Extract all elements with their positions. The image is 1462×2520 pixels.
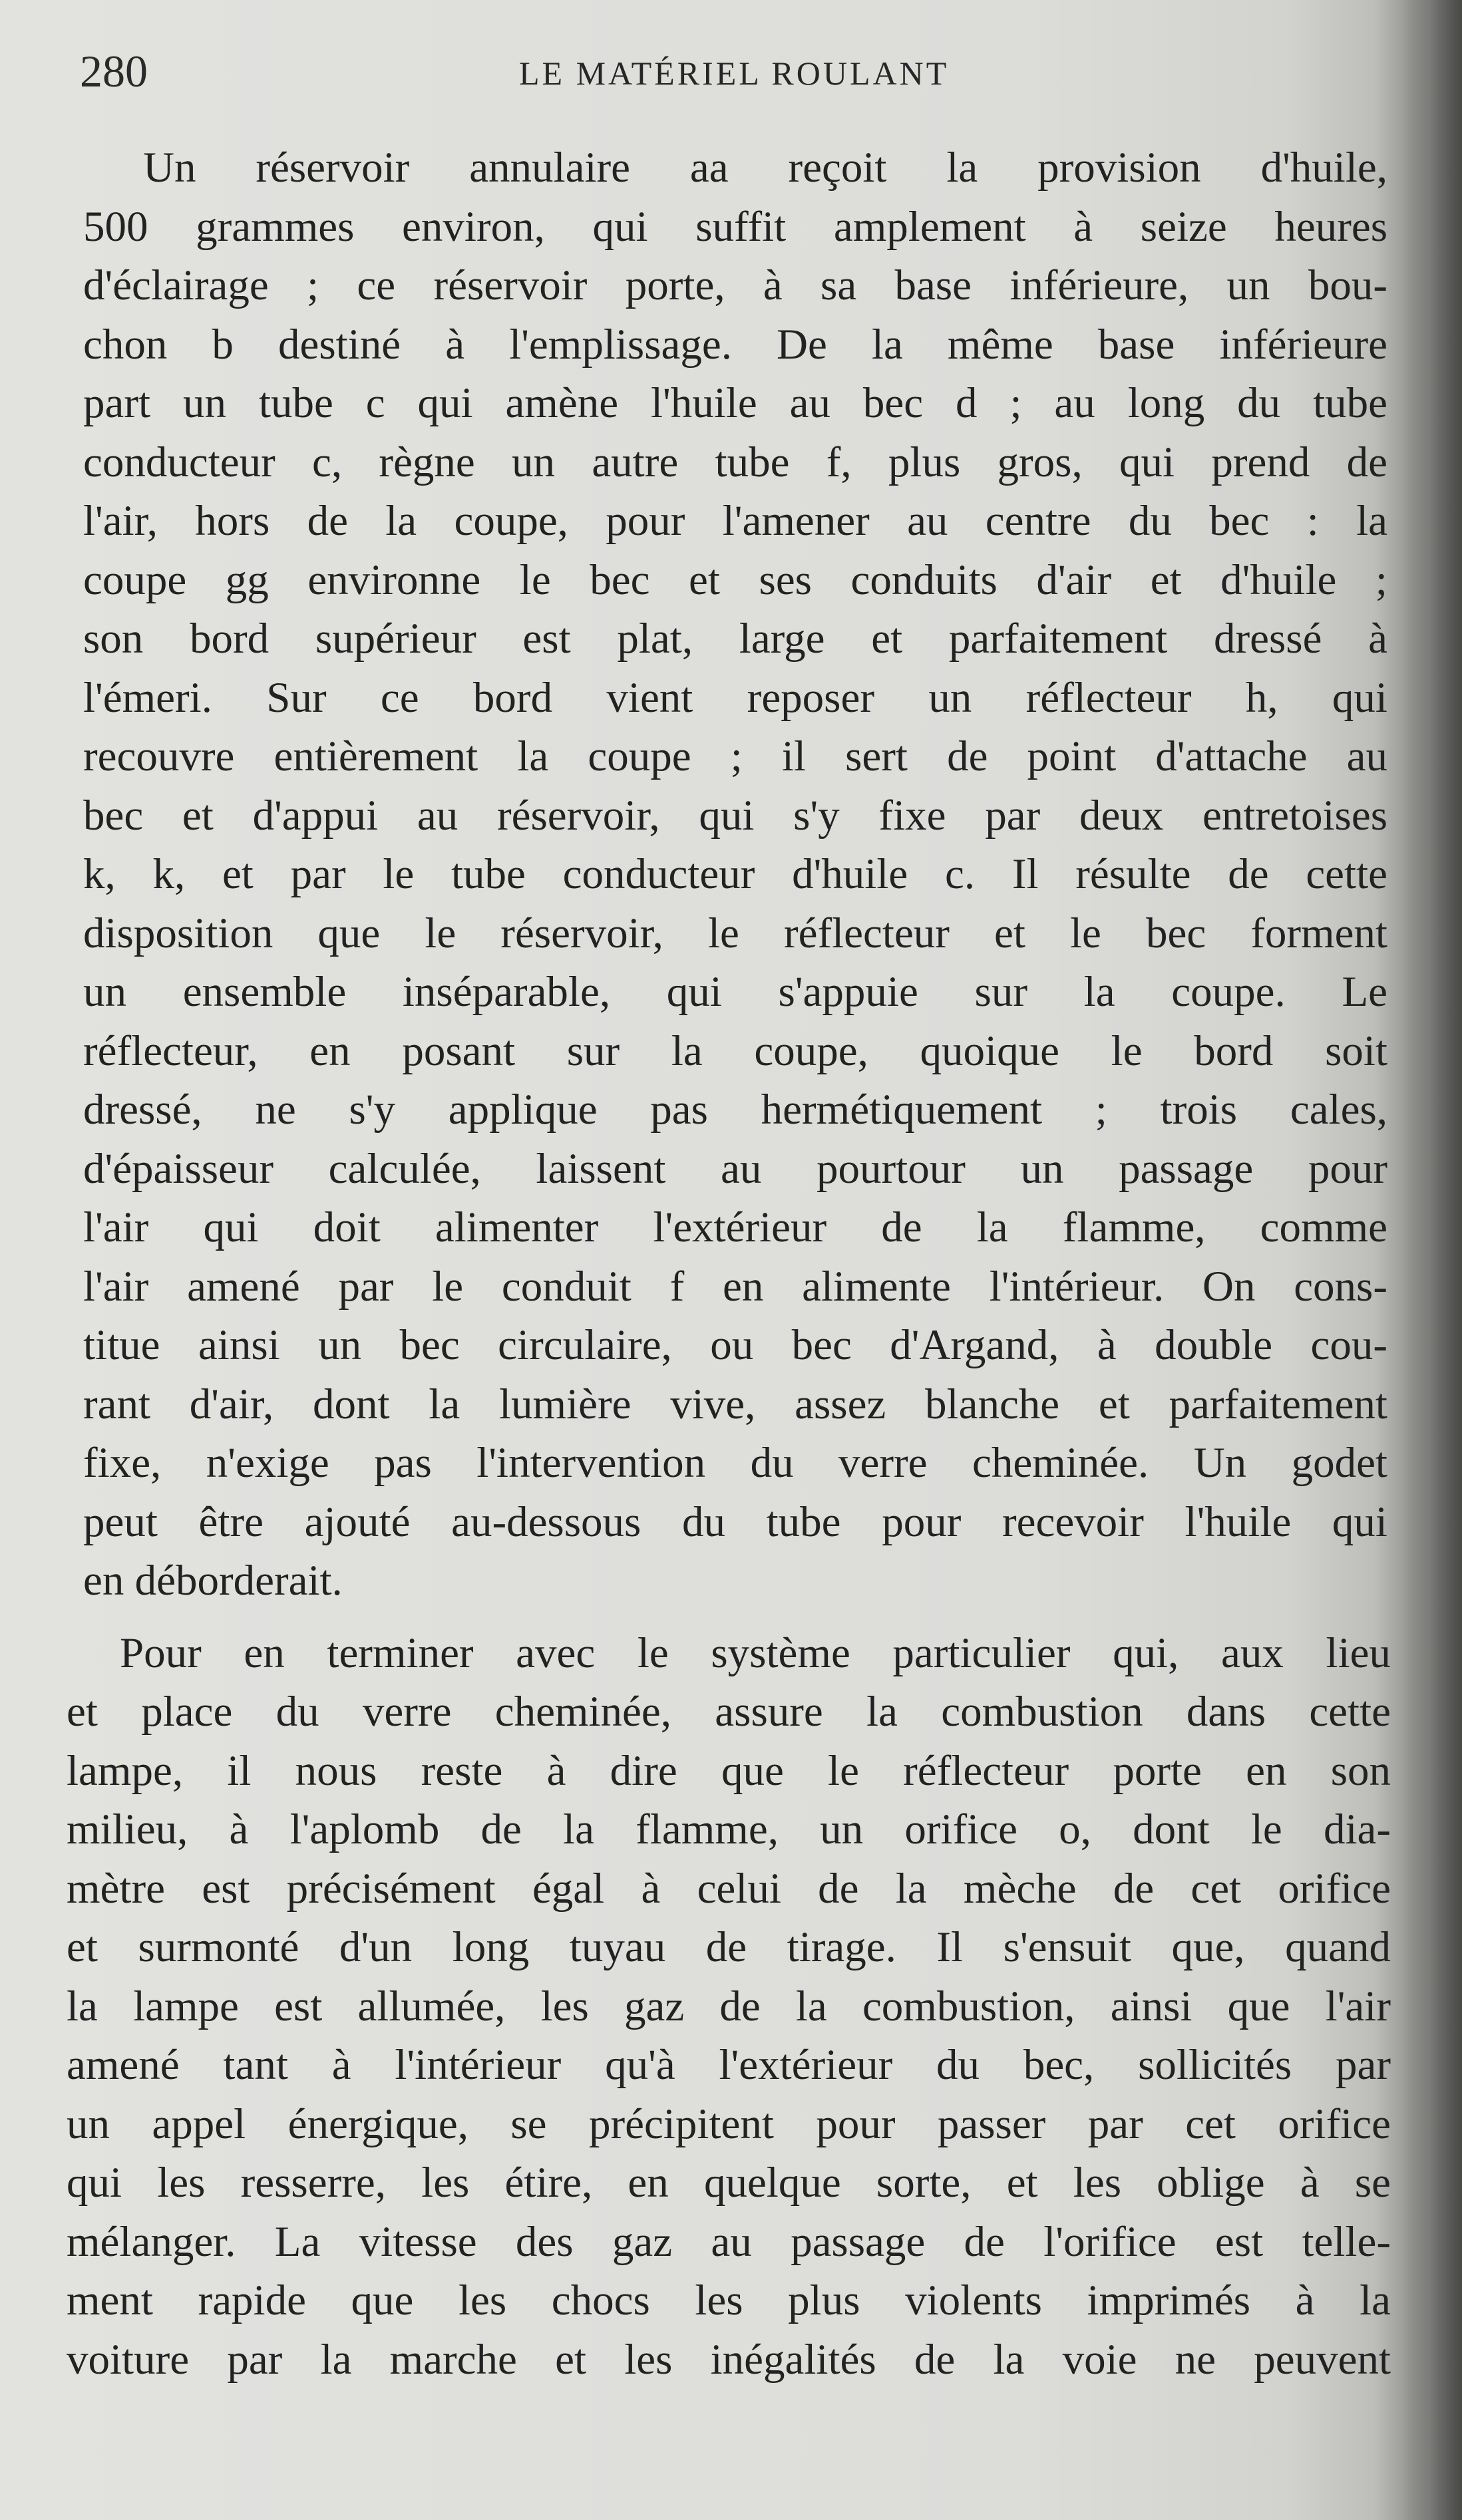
page-number: 280 [80, 46, 148, 96]
page-binding-shadow [1402, 0, 1462, 2520]
paragraph-gap [57, 1611, 1407, 1624]
text-line: lampe, il nous reste à dire que le réflecteur porte en son [67, 1746, 1391, 1795]
text-line: k, k, et par le tube conducteur d'huile c. Il résulte de cette [83, 850, 1387, 898]
text-line: l'air, hors de la coupe, pour l'amener au centre du bec : la [83, 497, 1387, 545]
text-line: chon b destiné à l'emplissage. De la même base inférieure [83, 320, 1387, 369]
text-line: en déborderait. [83, 1557, 343, 1605]
text-line: recouvre entièrement la coupe ; il sert de point d'attache au [83, 732, 1387, 780]
text-line: part un tube c qui amène l'huile au bec d ; au long du tube [83, 379, 1387, 427]
text-line: un ensemble inséparable, qui s'appuie sur la coupe. Le [83, 968, 1387, 1016]
text-line: peut être ajouté au-dessous du tube pour recevoir l'huile qui [83, 1497, 1387, 1546]
text-line: l'émeri. Sur ce bord vient reposer un réflecteur h, qui [83, 673, 1387, 722]
page-header [80, 41, 1384, 101]
text-line: rant d'air, dont la lumière vive, assez blanche et parfaitement [83, 1380, 1387, 1428]
text-line: coupe gg environne le bec et ses conduits d'air et d'huile ; [83, 555, 1387, 604]
text-line: 500 grammes environ, qui suffit amplement à seize heures [83, 202, 1387, 251]
text-line: bec et d'appui au réservoir, qui s'y fixe par deux entretoises [83, 791, 1387, 840]
text-line: conducteur c, règne un autre tube f, plus gros, qui prend de [83, 438, 1387, 486]
text-line: la lampe est allumée, les gaz de la combustion, ainsi que l'air [67, 1982, 1391, 2030]
text-line: Pour en terminer avec le système particulier qui, aux lieu [120, 1629, 1391, 1677]
text-line: ment rapide que les chocs les plus violents imprimés à la [67, 2277, 1391, 2324]
text-line: dressé, ne s'y applique pas hermétiquement ; trois cales, [83, 1086, 1387, 1134]
text-line: son bord supérieur est plat, large et parfaitement dressé à [83, 615, 1387, 663]
text-line: et surmonté d'un long tuyau de tirage. Il s'ensuit que, quand [67, 1923, 1391, 1971]
text-line: l'air qui doit alimenter l'extérieur de la flamme, comme [83, 1203, 1387, 1251]
body-text [57, 138, 1407, 2389]
text-line: d'éclairage ; ce réservoir porte, à sa base inférieure, un bou- [83, 261, 1387, 309]
running-head: LE MATÉRIEL ROULANT [519, 55, 950, 92]
text-line: mélanger. La vitesse des gaz au passage de l'orifice est telle- [67, 2217, 1391, 2266]
text-line: voiture par la marche et les inégalités de la voie ne peuvent [67, 2335, 1391, 2384]
text-line: titue ainsi un bec circulaire, ou bec d'Argand, à double cou- [83, 1321, 1387, 1369]
text-line: milieu, à l'aplomb de la flamme, un orifice o, dont le dia- [67, 1806, 1391, 1853]
text-line: mètre est précisément égal à celui de la mèche de cet orifice [67, 1864, 1391, 1913]
text-line: amené tant à l'intérieur qu'à l'extérieur du bec, sollicités par [67, 2041, 1391, 2089]
text-line: fixe, n'exige pas l'intervention du verre cheminée. Un godet [83, 1439, 1387, 1487]
text-line: disposition que le réservoir, le réflecteur et le bec forment [83, 909, 1387, 957]
text-line: qui les resserre, les étire, en quelque sorte, et les oblige à se [67, 2159, 1391, 2207]
text-line: et place du verre cheminée, assure la combustion dans cette [67, 1688, 1391, 1736]
paragraph-2 [57, 1624, 1407, 2390]
text-line: d'épaisseur calculée, laissent au pourtour un passage pour [83, 1144, 1387, 1193]
text-line: l'air amené par le conduit f en alimente l'intérieur. On cons- [83, 1262, 1387, 1311]
text-line: Un réservoir annulaire aa reçoit la provision d'huile, [143, 144, 1387, 192]
text-line: réflecteur, en posant sur la coupe, quoique le bord soit [83, 1026, 1387, 1075]
text-line: un appel énergique, se précipitent pour passer par cet orifice [67, 2100, 1391, 2148]
paragraph-1 [57, 138, 1407, 1611]
